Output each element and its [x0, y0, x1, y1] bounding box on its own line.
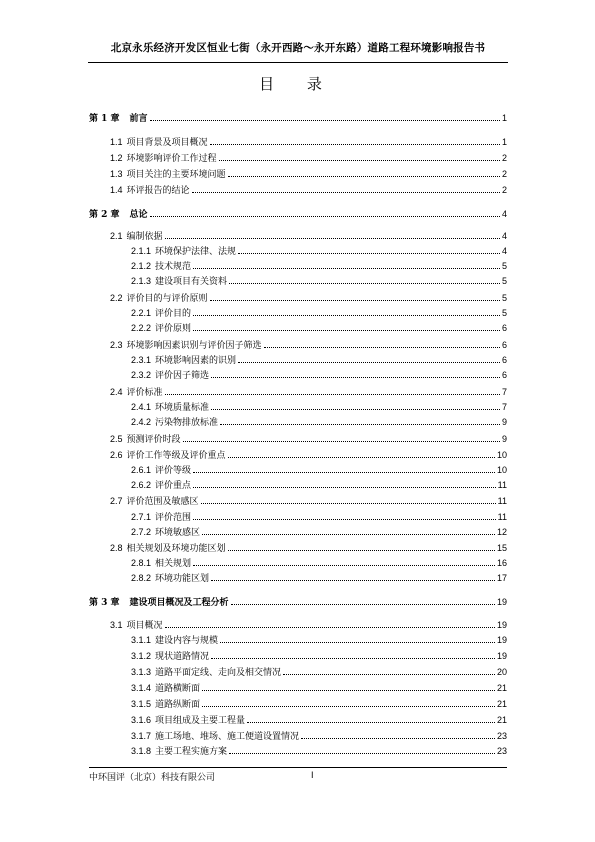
toc-entry-title: 总论: [129, 210, 148, 220]
dot-leader: [192, 183, 500, 193]
toc-entry-label: [110, 183, 190, 198]
toc-entry-title: 道路横断面: [155, 684, 201, 694]
dot-leader: [193, 510, 496, 520]
toc-entry-page: 9: [501, 417, 507, 427]
dot-leader: [193, 556, 495, 566]
toc-entry-label: [131, 400, 209, 415]
dot-leader: [193, 306, 500, 316]
dot-leader: [238, 244, 500, 254]
toc-entry-number: 2.8: [110, 543, 123, 553]
toc-entry-title: 环境影响因素的识别: [155, 356, 237, 366]
toc-entry[interactable]: [110, 618, 507, 632]
toc-entry-title: 现状道路情况: [155, 652, 210, 662]
toc-entry[interactable]: [131, 244, 507, 258]
toc-entry[interactable]: [131, 571, 507, 585]
toc-entry-number: 2.7: [110, 496, 123, 506]
toc-entry-label: [110, 494, 199, 509]
toc-entry-label: [131, 306, 191, 321]
toc-entry-number: 2.2.1: [131, 308, 152, 318]
toc-entry[interactable]: [131, 681, 507, 695]
dot-leader: [150, 207, 500, 217]
toc-entry[interactable]: [110, 448, 507, 462]
toc-entry-number: 3.1: [110, 620, 123, 630]
toc-entry-title: 评价原则: [155, 324, 192, 334]
toc-entry-number: 2.1.3: [131, 276, 152, 286]
toc-entry-page: 6: [501, 355, 507, 365]
toc-entry-label: [131, 478, 191, 493]
toc-entry[interactable]: [110, 167, 507, 181]
dot-leader: [211, 368, 500, 378]
dot-leader: [210, 135, 500, 145]
toc-entry[interactable]: [110, 385, 507, 399]
toc-entry-number: 2.6.2: [131, 480, 152, 490]
toc-entry-title: 编制依据: [126, 232, 163, 242]
toc-entry-number: 1.4: [110, 185, 123, 195]
toc-entry[interactable]: [131, 400, 507, 414]
toc-entry-title: 环境敏感区: [155, 528, 201, 538]
toc-entry-label: [110, 385, 163, 400]
toc-entry-number: 第 1 章: [89, 114, 120, 124]
toc-entry-label: [110, 432, 181, 447]
toc-entry-number: 2.1.2: [131, 261, 152, 271]
dot-leader: [238, 353, 500, 363]
toc-entry-label: [131, 259, 191, 274]
dot-leader: [220, 415, 500, 425]
toc-entry[interactable]: [110, 183, 507, 197]
toc-entry[interactable]: [131, 665, 507, 679]
toc-entry-title: 环境保护法律、法规: [155, 247, 237, 257]
toc-entry-page: 10: [496, 465, 507, 475]
toc-entry-number: 1.1: [110, 137, 123, 147]
dot-leader: [229, 744, 495, 754]
toc-entry-page: 2: [501, 169, 507, 179]
toc-entry-number: 2.7.2: [131, 527, 152, 537]
toc-entry[interactable]: [131, 713, 507, 727]
toc-entry-page: 5: [501, 261, 507, 271]
toc-entry-number: 3.1.6: [131, 715, 152, 725]
toc-entry-label: [131, 353, 236, 368]
toc-entry-page: 16: [496, 558, 507, 568]
toc-entry-page: 23: [496, 746, 507, 756]
toc-entry-number: 3.1.3: [131, 667, 152, 677]
toc-entry[interactable]: [110, 432, 507, 446]
dot-leader: [165, 618, 495, 628]
toc-entry-label: [131, 556, 191, 571]
toc-entry-title: 道路平面定线、走向及相交情况: [155, 668, 282, 678]
toc-entry[interactable]: [131, 259, 507, 273]
toc-entry-label: [131, 244, 236, 259]
toc-entry-page: 7: [501, 387, 507, 397]
toc-entry-title: 预测评价时段: [126, 435, 181, 445]
toc-entry-title: 评价工作等级及评价重点: [126, 451, 226, 461]
toc-entry[interactable]: [110, 135, 507, 149]
toc-entry-page: 5: [501, 276, 507, 286]
toc-entry-title: 评价等级: [155, 466, 192, 476]
toc-entry-number: 2.6: [110, 450, 123, 460]
toc-entry-title: 相关规划: [155, 559, 192, 569]
toc-entry[interactable]: [131, 478, 507, 492]
toc-entry-page: 2: [501, 153, 507, 163]
footer-page-number: I: [311, 770, 314, 780]
dot-leader: [165, 385, 500, 395]
dot-leader: [220, 633, 495, 643]
toc-entry[interactable]: [131, 321, 507, 335]
dot-leader: [193, 463, 495, 473]
toc-entry-number: 3.1.2: [131, 651, 152, 661]
toc-entry-label: [131, 744, 227, 759]
dot-leader: [228, 167, 500, 177]
toc-entry-label: [131, 633, 218, 648]
toc-entry-page: 17: [496, 573, 507, 583]
dot-leader: [193, 321, 500, 331]
toc-entry-label: [131, 510, 191, 525]
toc-entry-page: 6: [501, 340, 507, 350]
dot-leader: [210, 291, 500, 301]
toc-entry-title: 主要工程实施方案: [155, 747, 228, 757]
toc-entry-label: [131, 697, 200, 712]
toc-entry-page: 7: [501, 402, 507, 412]
toc-entry-page: 1: [501, 137, 507, 147]
dot-leader: [247, 713, 495, 723]
toc-entry-number: 2.4.2: [131, 417, 152, 427]
toc-entry-label: [110, 448, 226, 463]
toc-entry-page: 12: [496, 527, 507, 537]
toc-entry-label: [131, 729, 299, 744]
toc-entry-page: 19: [496, 620, 507, 630]
toc-entry-page: 9: [501, 434, 507, 444]
toc-entry-label: [131, 415, 218, 430]
toc-entry-title: 环评报告的结论: [126, 186, 190, 196]
toc-entry-number: 2.3.1: [131, 355, 152, 365]
toc-entry-title: 项目关注的主要环境问题: [126, 170, 226, 180]
toc-entry[interactable]: [131, 368, 507, 382]
toc-entry-number: 3.1.1: [131, 635, 152, 645]
header-rule: [88, 62, 508, 63]
toc-entry[interactable]: [131, 697, 507, 711]
toc-entry-title: 技术规范: [155, 262, 192, 272]
toc-entry[interactable]: [131, 353, 507, 367]
dot-leader: [150, 111, 500, 121]
dot-leader: [219, 151, 500, 161]
dot-leader: [202, 697, 495, 707]
toc-entry-label: [110, 167, 226, 182]
toc-entry[interactable]: [131, 510, 507, 524]
toc-entry-label: [110, 229, 163, 244]
toc-entry-number: 2.1.1: [131, 246, 152, 256]
toc-entry-page: 10: [496, 450, 507, 460]
toc-entry-page: 19: [496, 597, 507, 607]
toc-entry-title: 评价范围: [155, 513, 192, 523]
toc-entry-title: 评价目的与评价原则: [126, 294, 208, 304]
toc-entry-label: [89, 596, 229, 610]
toc-entry-title: 项目概况: [126, 621, 163, 631]
toc-entry[interactable]: [131, 525, 507, 539]
footer-company: 中环国评（北京）科技有限公司: [89, 773, 216, 783]
toc-entry-page: 19: [496, 635, 507, 645]
toc-entry-number: 第 2 章: [89, 210, 120, 220]
dot-leader: [231, 595, 495, 605]
toc-entry-number: 1.3: [110, 169, 123, 179]
toc-entry-title: 环境功能区划: [155, 574, 210, 584]
toc-entry-page: 19: [496, 651, 507, 661]
toc-entry-number: 2.8.2: [131, 573, 152, 583]
toc-entry-title: 相关规划及环境功能区划: [126, 544, 226, 554]
toc-entry-page: 20: [496, 667, 507, 677]
toc-entry-label: [110, 291, 208, 306]
toc-entry-number: 2.7.1: [131, 512, 152, 522]
toc-entry-title: 评价范围及敏感区: [126, 497, 199, 507]
toc-entry-title: 建设项目有关资料: [155, 277, 228, 287]
toc-entry-label: [131, 665, 281, 680]
dot-leader: [201, 494, 496, 504]
toc-entry-label: [131, 571, 209, 586]
toc-entry[interactable]: [110, 541, 507, 555]
toc-entry-number: 3.1.5: [131, 699, 152, 709]
toc-entry-number: 2.3: [110, 340, 123, 350]
toc-entry-label: [110, 151, 217, 166]
toc-entry-page: 6: [501, 323, 507, 333]
dot-leader: [264, 338, 500, 348]
toc-entry-number: 2.1: [110, 231, 123, 241]
toc-entry[interactable]: [131, 306, 507, 320]
toc-entry-number: 3.1.4: [131, 683, 152, 693]
toc-entry-title: 环境影响评价工作过程: [126, 154, 217, 164]
toc-entry-page: 21: [496, 715, 507, 725]
toc-entry-page: 5: [501, 308, 507, 318]
toc-entry[interactable]: [110, 291, 507, 305]
toc-entry-label: [131, 463, 191, 478]
toc-entry-number: 1.2: [110, 153, 123, 163]
toc-entry[interactable]: [131, 415, 507, 429]
toc-entry-title: 建设内容与规模: [155, 636, 219, 646]
dot-leader: [183, 432, 500, 442]
running-header: 北京永乐经济开发区恒业七街（永开西路～永开东路）道路工程环境影响报告书: [110, 42, 486, 54]
toc-entry[interactable]: [110, 151, 507, 165]
toc-entry-number: 2.4.1: [131, 402, 152, 412]
toc-entry-page: 1: [501, 113, 507, 123]
toc-entry-title: 评价重点: [155, 481, 192, 491]
toc-entry-page: 11: [497, 496, 507, 506]
toc-entry-number: 2.5: [110, 434, 123, 444]
footer-rule: [89, 767, 507, 768]
toc-entry-title: 施工场地、堆场、施工便道设置情况: [155, 732, 300, 742]
dot-leader: [229, 274, 500, 284]
toc-entry-number: 2.2: [110, 293, 123, 303]
toc-entry-label: [110, 541, 226, 556]
toc-entry[interactable]: [110, 338, 507, 352]
toc-entry-title: 前言: [129, 114, 148, 124]
toc-entry-title: 评价标准: [126, 388, 163, 398]
toc-entry-title: 项目组成及主要工程量: [155, 716, 246, 726]
toc-entry-number: 2.8.1: [131, 558, 152, 568]
toc-entry[interactable]: [131, 744, 507, 758]
toc-entry-title: 评价因子筛选: [155, 371, 210, 381]
toc-entry-title: 环境质量标准: [155, 403, 210, 413]
toc-entry-page: 4: [501, 209, 507, 219]
toc-entry-page: 2: [501, 185, 507, 195]
toc-entry-number: 2.2.2: [131, 323, 152, 333]
dot-leader: [211, 571, 495, 581]
toc-entry[interactable]: [131, 274, 507, 288]
toc-entry-title: 建设项目概况及工程分析: [129, 598, 229, 608]
toc-entry-label: [131, 274, 227, 289]
toc-entry-label: [131, 321, 191, 336]
toc-title: 目 录: [259, 75, 336, 93]
toc-entry-page: 23: [496, 731, 507, 741]
toc-entry-number: 2.3.2: [131, 370, 152, 380]
toc-entry-label: [110, 618, 163, 633]
toc-entry-label: [110, 338, 262, 353]
toc-entry-title: 污染物排放标准: [155, 418, 219, 428]
toc-entry[interactable]: [131, 556, 507, 570]
toc-entry-label: [131, 649, 209, 664]
toc-entry-page: 15: [496, 543, 507, 553]
dot-leader: [202, 525, 495, 535]
toc-entry-title: 评价目的: [155, 309, 192, 319]
toc-entry[interactable]: [89, 111, 507, 125]
dot-leader: [301, 729, 495, 739]
toc-entry-page: 6: [501, 370, 507, 380]
toc-entry-page: 21: [496, 699, 507, 709]
toc-entry[interactable]: [89, 207, 507, 221]
toc-entry-page: 5: [501, 293, 507, 303]
toc-entry[interactable]: [89, 595, 507, 609]
toc-entry-title: 项目背景及项目概况: [126, 138, 208, 148]
toc-entry[interactable]: [131, 729, 507, 743]
toc-entry-number: 3.1.8: [131, 746, 152, 756]
dot-leader: [165, 229, 500, 239]
dot-leader: [193, 478, 496, 488]
dot-leader: [228, 541, 495, 551]
toc-entry-title: 环境影响因素识别与评价因子筛选: [126, 341, 262, 351]
toc-entry-page: 4: [501, 231, 507, 241]
toc-entry-title: 道路纵断面: [155, 700, 201, 710]
toc-entry-number: 第 3 章: [89, 598, 120, 608]
toc-entry-number: 3.1.7: [131, 731, 152, 741]
toc-entry[interactable]: [131, 633, 507, 647]
toc-entry-label: [131, 681, 200, 696]
toc-entry-page: 11: [497, 512, 507, 522]
toc-entry[interactable]: [110, 229, 507, 243]
toc-entry-label: [131, 368, 209, 383]
dot-leader: [283, 665, 495, 675]
dot-leader: [228, 448, 495, 458]
toc-entry-number: 2.6.1: [131, 465, 152, 475]
toc-entry[interactable]: [110, 494, 507, 508]
toc-entry-page: 21: [496, 683, 507, 693]
toc-entry[interactable]: [131, 463, 507, 477]
toc-entry-label: [89, 112, 148, 126]
toc-entry-label: [131, 525, 200, 540]
toc-entry[interactable]: [131, 649, 507, 663]
dot-leader: [211, 400, 500, 410]
toc-entry-label: [89, 208, 148, 222]
dot-leader: [211, 649, 495, 659]
toc-entry-label: [110, 135, 208, 150]
dot-leader: [202, 681, 495, 691]
toc-entry-page: 11: [497, 480, 507, 490]
toc-entry-page: 4: [501, 246, 507, 256]
toc-entry-label: [131, 713, 245, 728]
dot-leader: [193, 259, 500, 269]
toc-entry-number: 2.4: [110, 387, 123, 397]
